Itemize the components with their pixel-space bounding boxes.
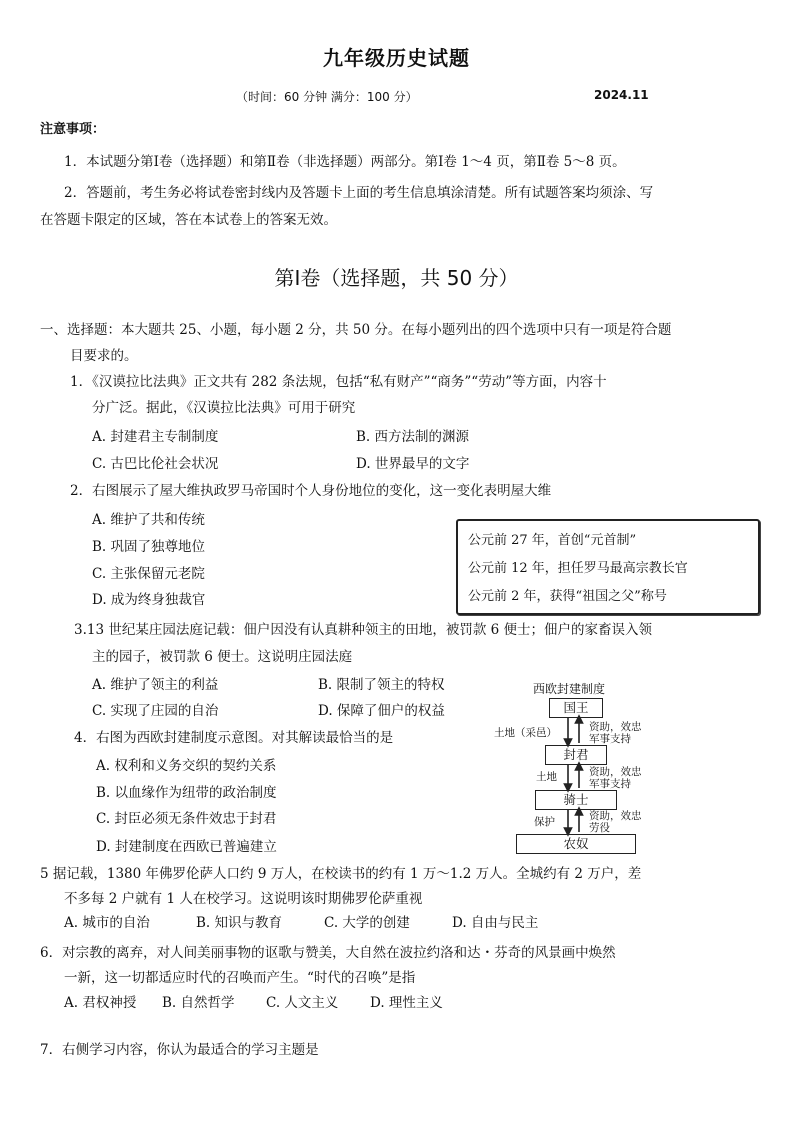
q5-option-c[interactable]: C. 大学的创建 bbox=[324, 915, 410, 931]
q2-option-c[interactable]: C. 主张保留元老院 bbox=[92, 566, 205, 582]
q6-option-c[interactable]: C. 人文主义 bbox=[266, 995, 339, 1011]
section-title: 第Ⅰ卷（选择题，共 50 分） bbox=[274, 266, 519, 290]
q1-stem-line1: 1．《汉谟拉比法典》正文共有 282 条法规，包括“私有财产”“商务”“劳动”等方面，内容十 bbox=[70, 374, 607, 390]
label-land-fief: 土地（采邑） bbox=[494, 727, 557, 739]
knight-box: 骑士 bbox=[535, 790, 617, 810]
q2-option-a[interactable]: A. 维护了共和传统 bbox=[92, 512, 205, 528]
exam-title: 九年级历史试题 bbox=[323, 46, 470, 70]
q6-stem-line1: 6．对宗教的离弃，对人间美丽事物的讴歌与赞美，大自然在波拉约洛和达・芬奇的风景画中焕然 bbox=[40, 945, 616, 961]
note-1: 1．本试题分第Ⅰ卷（选择题）和第Ⅱ卷（非选择题）两部分。第Ⅰ卷 1～4 页，第Ⅱ卷 5～8 页。 bbox=[64, 154, 626, 170]
exam-date: 2024.11 bbox=[594, 88, 649, 102]
q1-option-d[interactable]: D. 世界最早的文字 bbox=[356, 456, 470, 472]
timeline-entry: 公元前 2 年，获得“祖国之父”称号 bbox=[468, 589, 667, 604]
notes-heading: 注意事项： bbox=[40, 122, 106, 137]
q2-stem: 2．右图展示了屋大维执政罗马帝国时个人身份地位的变化，这一变化表明屋大维 bbox=[70, 483, 552, 499]
note-2-line1: 2．答题前，考生务必将试卷密封线内及答题卡上面的考生信息填涂清楚。所有试题答案均须涂、写 bbox=[64, 185, 654, 201]
q6-option-d[interactable]: D. 理性主义 bbox=[370, 995, 443, 1011]
q6-option-a[interactable]: A. 君权神授 bbox=[64, 995, 137, 1011]
q2-option-d[interactable]: D. 成为终身独裁官 bbox=[92, 592, 206, 608]
q3-option-a[interactable]: A. 维护了领主的利益 bbox=[92, 677, 219, 693]
q3-option-c[interactable]: C. 实现了庄园的自治 bbox=[92, 703, 219, 719]
timeline-entry: 公元前 27 年，首创“元首制” bbox=[468, 533, 637, 548]
q3-option-d[interactable]: D. 保障了佃户的权益 bbox=[318, 703, 445, 719]
q4-stem: 4．右图为西欧封建制度示意图。对其解读最恰当的是 bbox=[74, 730, 394, 746]
q4-option-d[interactable]: D. 封建制度在西欧已普遍建立 bbox=[96, 839, 277, 855]
label-support-3b: 劳役 bbox=[589, 822, 610, 834]
section-intro-line1: 一、选择题：本大题共 25、小题，每小题 2 分，共 50 分。在每小题列出的四个选项中只有一项是符合题 bbox=[40, 322, 672, 338]
q5-stem-line1: 5 据记载，1380 年佛罗伦萨人口约 9 万人，在校读书的约有 1 万～1.2 万人。全城约有 2 万户，差 bbox=[40, 866, 642, 882]
q1-option-b[interactable]: B. 西方法制的渊源 bbox=[356, 429, 470, 445]
q1-option-c[interactable]: C. 古巴比伦社会状况 bbox=[92, 456, 219, 472]
note-2-line2: 在答题卡限定的区域，答在本试卷上的答案无效。 bbox=[40, 212, 337, 228]
q3-stem-line2: 主的园子，被罚款 6 便士。这说明庄园法庭 bbox=[92, 649, 353, 665]
label-support-1b: 军事支持 bbox=[589, 733, 631, 745]
q3-stem-line1: 3.13 世纪某庄园法庭记载：佃户因没有认真耕种领主的田地，被罚款 6 便士；佃户的家畜误入领 bbox=[74, 622, 653, 638]
q4-option-a[interactable]: A. 权利和义务交织的契约关系 bbox=[96, 758, 277, 774]
label-support-2a: 资助，效忠 bbox=[589, 766, 642, 778]
section-intro-line2: 目要求的。 bbox=[70, 348, 138, 364]
label-protection: 保护 bbox=[534, 816, 555, 828]
q4-option-b[interactable]: B. 以血缘作为纽带的政治制度 bbox=[96, 785, 277, 801]
label-support-1a: 资助，效忠 bbox=[589, 721, 642, 733]
q5-option-a[interactable]: A. 城市的自治 bbox=[64, 915, 150, 931]
q5-option-d[interactable]: D. 自由与民主 bbox=[452, 915, 539, 931]
q3-option-b[interactable]: B. 限制了领主的特权 bbox=[318, 677, 445, 693]
q1-stem-line2: 分广泛。据此，《汉谟拉比法典》可用于研究 bbox=[92, 400, 356, 416]
q6-stem-line2: 一新，这一切都适应时代的召唤而产生。“时代的召唤”是指 bbox=[64, 970, 416, 986]
q5-option-b[interactable]: B. 知识与教育 bbox=[196, 915, 283, 931]
q4-option-c[interactable]: C. 封臣必须无条件效忠于封君 bbox=[96, 811, 277, 827]
q1-option-a[interactable]: A. 封建君主专制制度 bbox=[92, 429, 219, 445]
q7-stem: 7．右侧学习内容，你认为最适合的学习主题是 bbox=[40, 1042, 319, 1058]
octavian-timeline-box bbox=[456, 519, 760, 615]
q2-option-b[interactable]: B. 巩固了独尊地位 bbox=[92, 539, 206, 555]
timeline-entry: 公元前 12 年，担任罗马最高宗教长官 bbox=[468, 561, 688, 576]
lord-box: 封君 bbox=[545, 745, 607, 765]
q5-stem-line2: 不多每 2 户就有 1 人在校学习。这说明该时期佛罗伦萨重视 bbox=[64, 891, 423, 907]
king-box: 国王 bbox=[549, 698, 603, 718]
label-support-2b: 军事支持 bbox=[589, 778, 631, 790]
diagram-arrows bbox=[560, 716, 590, 834]
diagram-title: 西欧封建制度 bbox=[533, 682, 606, 696]
serf-box: 农奴 bbox=[516, 834, 636, 854]
time-score-info: （时间：60 分钟 满分：100 分） bbox=[236, 90, 418, 104]
q6-option-b[interactable]: B. 自然哲学 bbox=[162, 995, 235, 1011]
label-land: 土地 bbox=[536, 771, 557, 783]
label-support-3a: 资助，效忠 bbox=[589, 810, 642, 822]
